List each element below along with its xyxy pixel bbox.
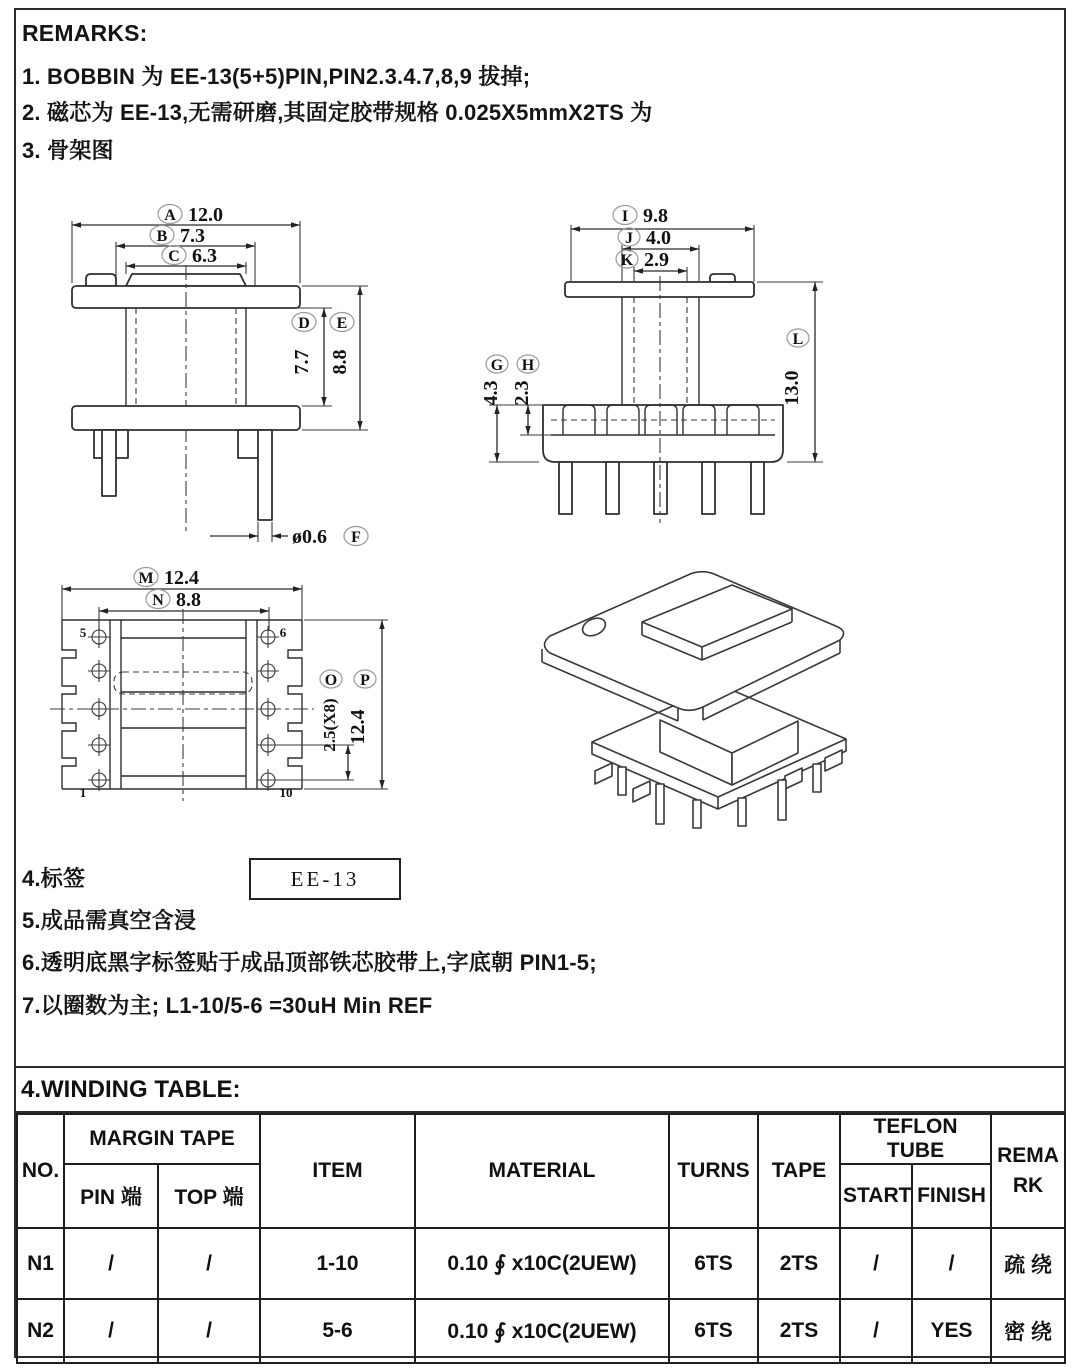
dim-p-value: 12.4 [347, 709, 369, 745]
dim-p [304, 620, 388, 789]
header-no: NO. [17, 1114, 64, 1228]
dim-g-letter: G [490, 357, 504, 374]
dim-o-value: 2.5(X8) [320, 698, 339, 752]
dim-f [210, 522, 368, 548]
dim-d-letter: D [298, 315, 310, 332]
cell-item: 1-10 [260, 1228, 415, 1299]
winding-table [16, 1113, 1066, 1364]
ee13-label-box: EE-13 [249, 858, 401, 900]
cell-no: N2 [17, 1299, 64, 1363]
dim-l-letter: L [792, 331, 804, 348]
side-view-outline [543, 274, 783, 523]
cell-tape: 2TS [758, 1299, 840, 1363]
isometric-view-drawing [492, 537, 902, 832]
isometric-bobbin [542, 572, 846, 828]
dim-o-letter: O [324, 672, 338, 689]
terminal-holes [80, 625, 293, 800]
sheet-border [14, 8, 1066, 1358]
dim-a-value: 12.0 [188, 204, 223, 226]
dim-k-value: 2.9 [644, 249, 669, 271]
header-top-end: TOP 端 [158, 1164, 260, 1228]
dim-l-value: 13.0 [781, 370, 803, 406]
cell-pin-end: / [64, 1228, 158, 1299]
dim-i-value: 9.8 [643, 205, 668, 227]
cell-remark: 密 绕 [991, 1299, 1065, 1363]
dim-c-value: 6.3 [192, 245, 217, 267]
dim-f-value: ø0.6 [292, 526, 327, 548]
dim-d [248, 308, 332, 406]
dim-f-letter: F [351, 529, 361, 546]
dim-m-value: 12.4 [164, 567, 199, 589]
cell-start: / [840, 1228, 912, 1299]
cell-finish: YES [912, 1299, 991, 1363]
dim-j-letter: J [625, 230, 633, 247]
dim-h-letter: H [521, 357, 535, 374]
dim-e-letter: E [336, 315, 348, 332]
pin-number-1: 1 [79, 785, 87, 800]
cell-material: 0.10 ∮ x10C(2UEW) [415, 1228, 669, 1299]
dim-p-letter: P [360, 672, 370, 689]
cell-material: 0.10 ∮ x10C(2UEW) [415, 1299, 669, 1363]
table-row-n2 [17, 1299, 1065, 1363]
pin-number-10: 10 [279, 785, 293, 800]
pin-number-5: 5 [79, 625, 87, 640]
dim-b-letter: B [156, 228, 168, 245]
note-label: 4.标签 [22, 866, 86, 891]
cell-top-end: / [158, 1228, 260, 1299]
note-5: 5.成品需真空含浸 [22, 908, 197, 933]
top-view-drawing [42, 547, 472, 837]
remark-item-2: 2. 磁芯为 EE-13,无需研磨,其固定胶带规格 0.025X5mmX2TS 为 [22, 100, 653, 125]
remark-item-1: 1. BOBBIN 为 EE-13(5+5)PIN,PIN2.3.4.7,8,9 拔掉; [22, 64, 531, 89]
header-material: MATERIAL [415, 1114, 669, 1228]
dim-a-letter: A [164, 207, 176, 224]
note-7: 7.以圈数为主; L1-10/5-6 =30uH Min REF [22, 993, 433, 1018]
table-row-n1 [17, 1228, 1065, 1299]
header-tape: TAPE [758, 1114, 840, 1228]
side-view-drawing [467, 192, 867, 527]
cell-top-end: / [158, 1299, 260, 1363]
dim-n-value: 8.8 [176, 589, 201, 611]
remarks-title: REMARKS: [22, 20, 148, 46]
dim-d-value: 7.7 [291, 349, 313, 375]
dim-j-value: 4.0 [646, 227, 671, 249]
dim-e-value: 8.8 [329, 349, 351, 375]
dim-h-value: 2.3 [511, 380, 533, 406]
cell-remark: 疏 绕 [991, 1228, 1065, 1299]
dim-i-letter: I [621, 208, 629, 225]
cell-item: 5-6 [260, 1299, 415, 1363]
remark-item-3: 3. 骨架图 [22, 138, 114, 163]
note-6: 6.透明底黑字标签贴于成品顶部铁芯胶带上,字底朝 PIN1-5; [22, 950, 597, 975]
cell-no: N1 [17, 1228, 64, 1299]
cell-pin-end: / [64, 1299, 158, 1363]
dim-n [99, 589, 269, 631]
cell-turns: 6TS [669, 1228, 758, 1299]
header-item: ITEM [260, 1114, 415, 1228]
front-view-outline [72, 265, 300, 535]
header-start: START [840, 1164, 912, 1228]
header-pin-end: PIN 端 [64, 1164, 158, 1228]
dim-g-value: 4.3 [480, 380, 502, 406]
cell-start: / [840, 1299, 912, 1363]
dim-m-letter: M [138, 570, 154, 587]
header-remark: REMARK [991, 1114, 1065, 1228]
dim-k-letter: K [620, 252, 634, 269]
dim-c-letter: C [168, 248, 180, 265]
header-margin-tape: MARGIN TAPE [64, 1114, 260, 1164]
winding-table-title: 4.WINDING TABLE: [16, 1066, 1064, 1113]
pin-number-6: 6 [279, 625, 287, 640]
front-view-drawing [42, 190, 472, 555]
header-turns: TURNS [669, 1114, 758, 1228]
header-teflon-tube: TEFLON TUBE [840, 1114, 991, 1164]
cell-turns: 6TS [669, 1299, 758, 1363]
cell-tape: 2TS [758, 1228, 840, 1299]
header-finish: FINISH [912, 1164, 991, 1228]
dim-b-value: 7.3 [180, 225, 205, 247]
dim-n-letter: N [152, 592, 164, 609]
cell-finish: / [912, 1228, 991, 1299]
